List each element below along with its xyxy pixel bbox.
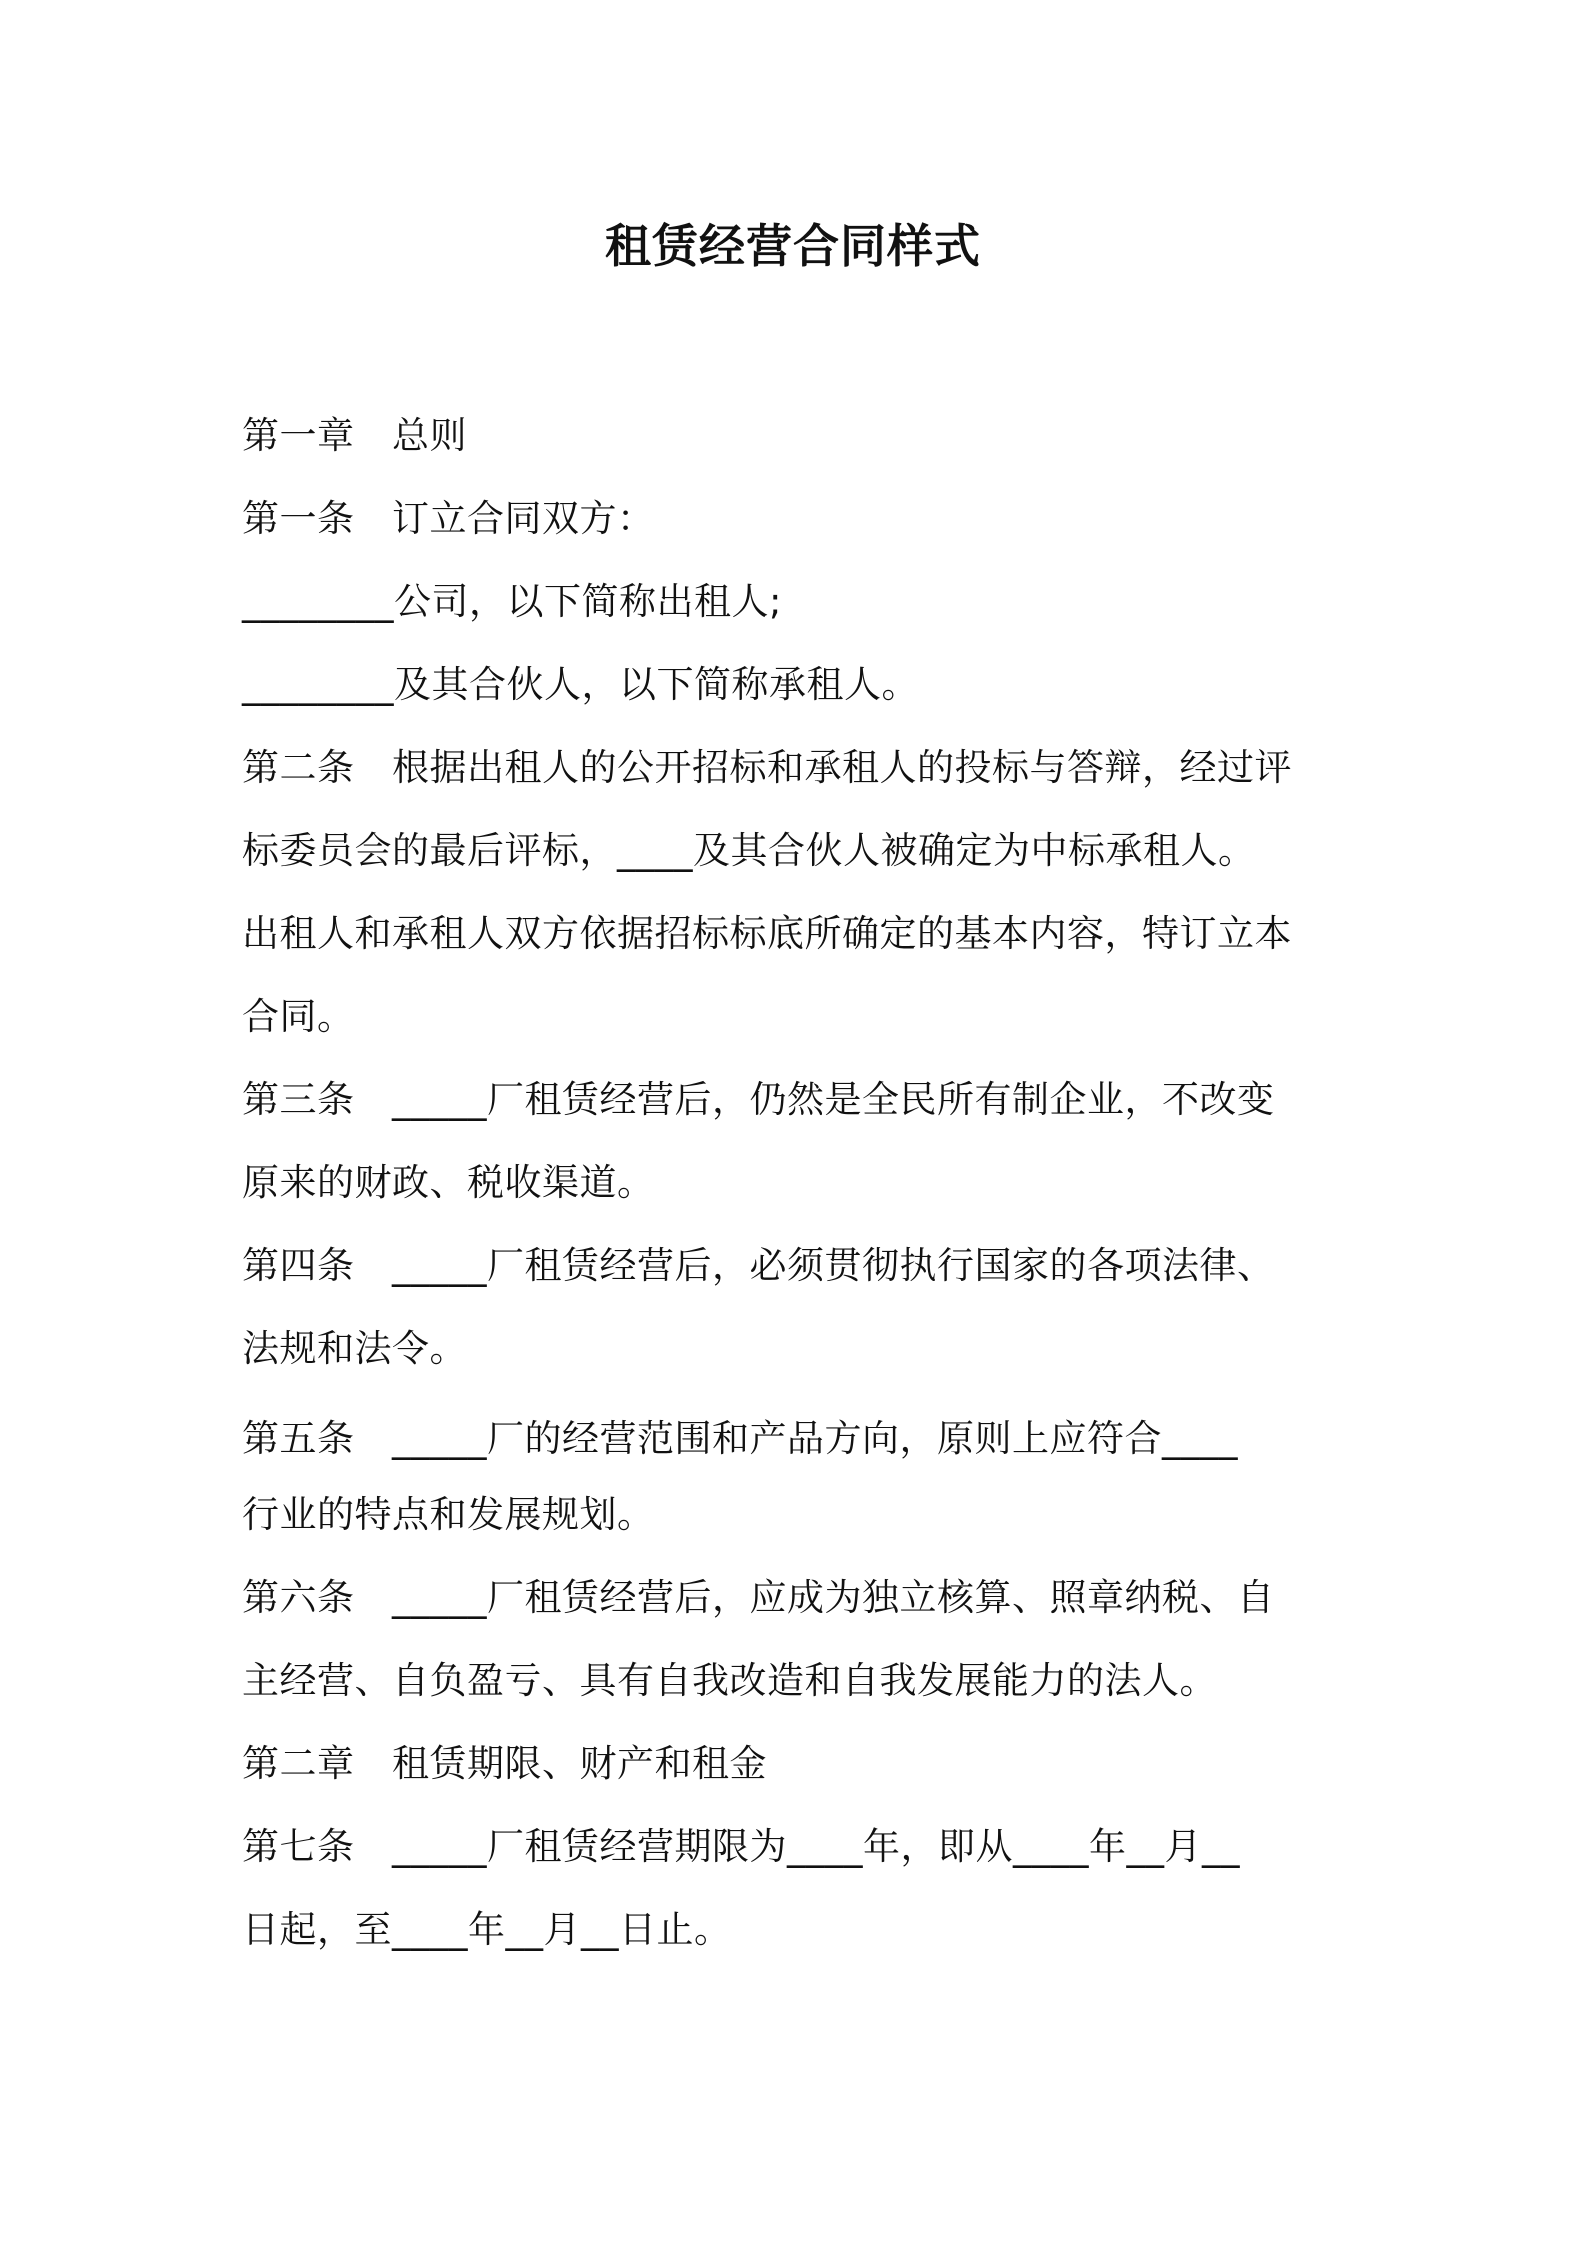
article-3-line-2: 原来的财政、税收渠道。: [242, 1161, 655, 1204]
article-2-line-2: 标委员会的最后评标，____及其合伙人被确定为中标承租人。: [242, 829, 1256, 872]
article-6-line-1: 第六条 _____厂租赁经营后，应成为独立核算、照章纳税、自: [242, 1576, 1275, 1619]
chapter-heading-2: 第二章 租赁期限、财产和租金: [242, 1742, 767, 1785]
article-7-line-1: 第七条 _____厂租赁经营期限为____年，即从____年__月__: [242, 1825, 1240, 1868]
party-lessee-line: ________及其合伙人，以下简称承租人。: [242, 663, 919, 706]
article-3-line-1: 第三条 _____厂租赁经营后，仍然是全民所有制企业，不改变: [242, 1078, 1275, 1121]
article-5-line-1: 第五条 _____厂的经营范围和产品方向，原则上应符合____: [242, 1417, 1238, 1460]
article-4-line-2: 法规和法令。: [242, 1327, 467, 1370]
article-6-line-2: 主经营、自负盈亏、具有自我改造和自我发展能力的法人。: [242, 1659, 1217, 1702]
article-2-line-1: 第二条 根据出租人的公开招标和承租人的投标与答辩，经过评: [242, 746, 1292, 789]
chapter-heading-1: 第一章 总则: [242, 414, 467, 457]
article-1-heading: 第一条 订立合同双方：: [242, 497, 655, 540]
article-5-line-2: 行业的特点和发展规划。: [242, 1493, 655, 1536]
article-4-line-1: 第四条 _____厂租赁经营后，必须贯彻执行国家的各项法律、: [242, 1244, 1275, 1287]
document-title: 租赁经营合同样式: [605, 219, 981, 273]
party-lessor-line: ________公司，以下简称出租人;: [242, 580, 782, 623]
article-7-line-2: 日起，至____年__月__日止。: [242, 1908, 732, 1951]
article-2-line-4: 合同。: [242, 995, 355, 1038]
article-2-line-3: 出租人和承租人双方依据招标标底所确定的基本内容，特订立本: [242, 912, 1292, 955]
